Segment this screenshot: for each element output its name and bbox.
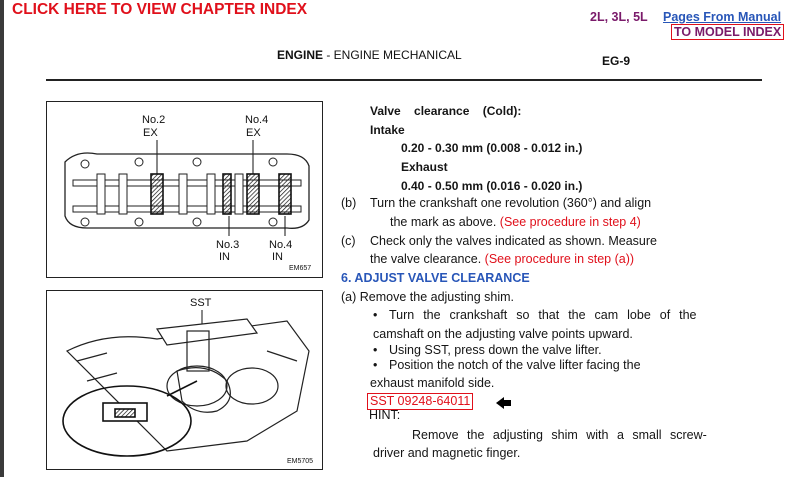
bullet-1-line2: camshaft on the adjusting valve points upward. [373,327,633,341]
label-sst: SST [190,297,212,309]
label-no2: No.2 [142,114,166,126]
step-b-marker: (b) [341,196,357,210]
model-index-link[interactable]: TO MODEL INDEX [671,24,784,40]
step-c-line1: Check only the valves indicated as shown. Measure [370,234,657,248]
step-b-line2-wrap [390,215,641,229]
step-b-ref-link[interactable]: (See procedure in step 4) [499,215,641,229]
valve-clearance-heading: Valve clearance (Cold): [370,104,522,118]
bullet-2-text: Using SST, press down the valve lifter. [389,343,602,357]
figure1-code: EM657 [289,265,312,272]
left-border [0,0,4,477]
header-divider [46,79,762,81]
label-ex-2: EX [246,127,261,139]
valve-layout-drawing [47,102,322,277]
step6-title: 6. ADJUST VALVE CLEARANCE [341,271,530,285]
step-c-ref-link[interactable]: (See procedure in step (a)) [484,252,635,266]
page-number: EG-9 [602,54,631,68]
valve-layout-figure [46,101,323,278]
arrow-shaft-icon [504,400,511,406]
hint-line2: driver and magnetic finger. [373,446,521,460]
label-no4-top: No.4 [245,114,269,126]
hint-label: HINT: [369,408,401,422]
chapter-index-link[interactable]: CLICK HERE TO VIEW CHAPTER INDEX [12,1,308,18]
intake-value: 0.20 - 0.30 mm (0.008 - 0.012 in.) [401,141,583,155]
bullet-2-marker: • [373,343,378,357]
step-c-line2-wrap [370,252,634,266]
subsection-name: - ENGINE MECHANICAL [323,48,462,62]
sst-part-number-link[interactable]: SST 09248-64011 [367,393,473,410]
bullet-3-line1: Position the notch of the valve lifter facing the [389,358,641,372]
label-ex-1: EX [143,127,158,139]
step-b-line2: the mark as above. [390,215,497,229]
pages-from-manual-link[interactable]: Pages From Manual [663,10,782,24]
label-in-1: IN [219,251,230,263]
page-title [277,48,462,62]
exhaust-value: 0.40 - 0.50 mm (0.016 - 0.020 in.) [401,179,583,193]
bullet-3-line2: exhaust manifold side. [370,376,495,390]
bullet-1-line1: Turn the crankshaft so that the cam lobe of the [389,308,697,322]
bullet-3-marker: • [373,358,378,372]
label-in-2: IN [272,251,283,263]
figure2-code: EM5705 [287,458,314,465]
step-c-marker: (c) [341,234,356,248]
intake-label: Intake [370,123,405,137]
arrow-head-icon [496,397,504,409]
bullet-1-marker: • [373,308,378,322]
detail-magnifier [63,381,197,456]
exhaust-label: Exhaust [401,160,448,174]
label-no4-bottom: No.4 [269,239,293,251]
step-b-line1: Turn the crankshaft one revolution (360°) and align [370,196,652,210]
hint-line1: Remove the adjusting shim with a small screw- [412,428,707,442]
section-name: ENGINE [277,48,324,62]
sst-tool-figure [46,290,323,470]
sst-tool-drawing [47,291,322,469]
step6-a-line: (a) Remove the adjusting shim. [341,290,514,304]
label-no3: No.3 [216,239,240,251]
step-c-line2: the valve clearance. [370,252,482,266]
models-label: 2L, 3L, 5L [590,10,648,24]
